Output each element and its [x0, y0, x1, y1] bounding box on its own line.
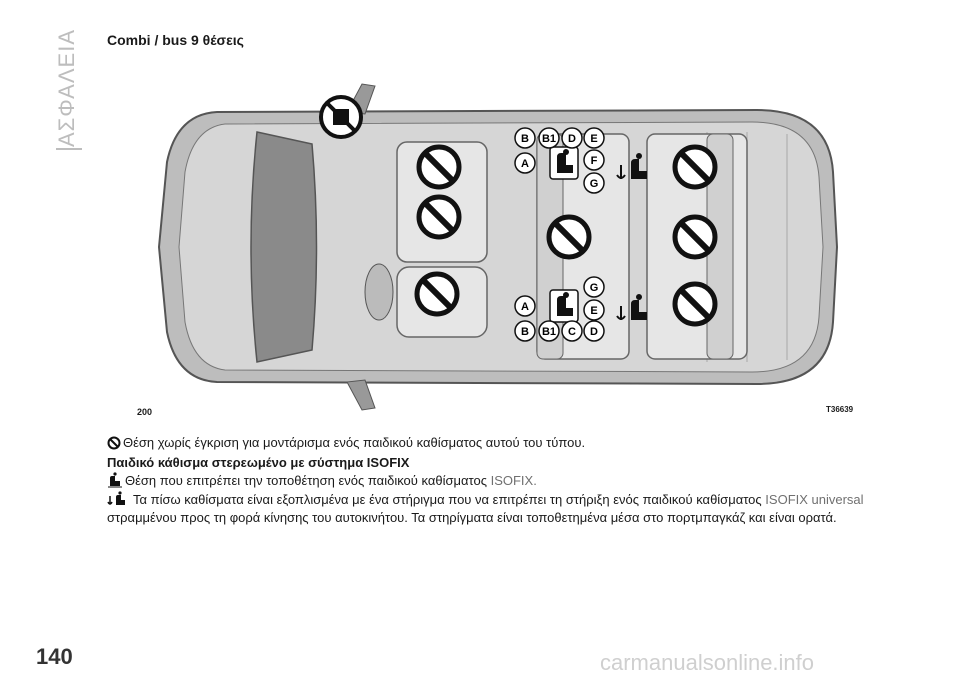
svg-text:A: A	[521, 301, 529, 313]
isofix-paragraph-term: ISOFIX universal	[765, 492, 864, 507]
isofix-paragraph	[107, 491, 897, 527]
van-seat-diagram	[107, 72, 877, 422]
page-number: 140	[36, 644, 73, 669]
label-f	[584, 150, 604, 170]
legend-no-approval-text: Θέση χωρίς έγκριση για μοντάρισμα ενός παιδικού καθίσματος αυτού του τύπου.	[123, 435, 586, 450]
child-seat-icon	[107, 472, 123, 488]
label-g-top	[584, 173, 604, 193]
label-c-bottom	[562, 321, 582, 341]
isofix-paragraph-c: στραμμένου προς τη φορά κίνησης του αυτοκινήτου. Τα στηρίγματα είναι τοποθετημένα μέσα στο πορτμπαγκάζ και είναι ορατά.	[107, 510, 837, 525]
svg-text:B1: B1	[541, 133, 557, 145]
label-a-top	[515, 153, 535, 173]
svg-text:D: D	[568, 133, 576, 145]
label-b-bottom	[515, 321, 535, 341]
figure-number: 200	[137, 407, 153, 417]
no-entry-icon	[675, 147, 715, 187]
legend-isofix-allowed	[107, 472, 537, 490]
child-seat-icon	[550, 147, 578, 179]
legend-isofix-term: ISOFIX.	[490, 473, 537, 488]
page-title: Combi / bus 9 θέσεις	[107, 32, 244, 48]
label-b-top	[515, 128, 535, 148]
svg-text:D: D	[590, 326, 598, 338]
section-tab-label: ΑΣΦΑΛΕΙΑ	[54, 28, 79, 148]
svg-text:F: F	[590, 155, 598, 167]
legend-no-approval	[107, 434, 585, 452]
svg-text:G: G	[589, 282, 599, 294]
airbag-warning-icon	[321, 97, 361, 137]
label-a-bottom	[515, 296, 535, 316]
svg-text:C: C	[568, 326, 576, 338]
no-entry-icon	[549, 217, 589, 257]
label-e-top	[584, 128, 604, 148]
section-tab-rule	[56, 148, 82, 150]
svg-text:A: A	[521, 158, 529, 170]
label-e-bottom	[584, 300, 604, 320]
label-d-bottom	[584, 321, 604, 341]
svg-text:G: G	[589, 178, 599, 190]
isofix-heading: Παιδικό κάθισμα στερεωμένο με σύστημα ISOFIX	[107, 455, 410, 470]
label-b1-bottom	[539, 321, 559, 341]
no-entry-icon	[419, 197, 459, 237]
label-g-bottom	[584, 277, 604, 297]
no-entry-icon	[419, 147, 459, 187]
no-entry-icon	[107, 436, 121, 450]
label-b1-top	[539, 128, 559, 148]
watermark: carmanualsonline.info	[600, 650, 815, 675]
svg-text:B: B	[521, 133, 529, 145]
figure-code: T36639	[826, 405, 854, 414]
svg-text:E: E	[590, 133, 598, 145]
isofix-anchor-icon	[107, 491, 127, 507]
no-entry-icon	[417, 274, 457, 314]
child-seat-icon	[550, 290, 578, 322]
isofix-paragraph-a: Τα πίσω καθίσματα είναι εξοπλισμένα με ένα στήριγμα που να επιτρέπει τη στήριξη ενός παιδικού καθίσματος	[133, 492, 762, 507]
label-d-top	[562, 128, 582, 148]
svg-text:E: E	[590, 305, 598, 317]
no-entry-icon	[675, 217, 715, 257]
svg-text:B: B	[521, 326, 529, 338]
section-tab	[52, 24, 82, 152]
no-entry-icon	[675, 284, 715, 324]
svg-text:B1: B1	[541, 326, 557, 338]
legend-isofix-allowed-text: Θέση που επιτρέπει την τοποθέτηση ενός παιδικού καθίσματος	[125, 473, 487, 488]
